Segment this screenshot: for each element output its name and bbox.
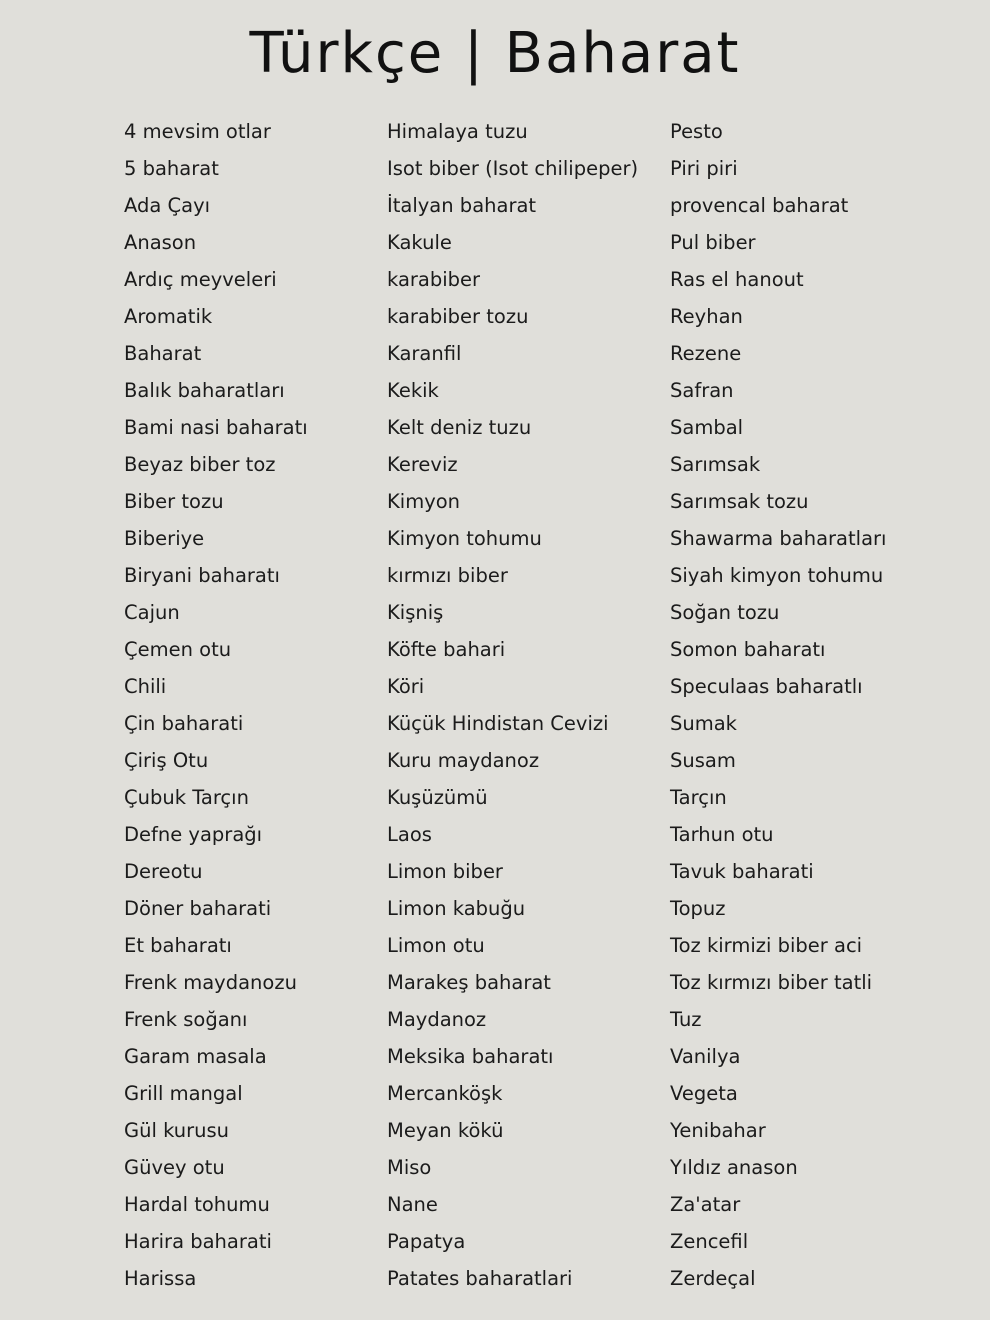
spice-item: Nane [387, 1193, 438, 1216]
spice-item: Kimyon [387, 490, 461, 513]
spice-item: Sarımsak [670, 453, 761, 476]
spice-item: Et baharatı [124, 934, 232, 957]
spice-item: Sarımsak tozu [670, 490, 809, 513]
spice-item: provencal baharat [670, 194, 849, 217]
spice-item: Isot biber (Isot chilipeper) [387, 157, 639, 180]
spice-item: Frenk soğanı [124, 1008, 248, 1031]
spice-list-column-2 [387, 113, 638, 1297]
spice-item: Beyaz biber toz [124, 453, 276, 476]
spice-item: Kişniş [387, 601, 444, 624]
spice-item: Topuz [670, 897, 726, 920]
spice-item: Piri piri [670, 157, 738, 180]
spice-item: Kekik [387, 379, 439, 402]
spice-item: Harira baharati [124, 1230, 272, 1253]
spice-list-column-3 [670, 113, 886, 1297]
spice-item: Mercanköşk [387, 1082, 503, 1105]
spice-item: Tarhun otu [670, 823, 774, 846]
spice-item: Soğan tozu [670, 601, 780, 624]
spice-item: 4 mevsim otlar [124, 120, 271, 143]
spice-item: Pesto [670, 120, 723, 143]
spice-item: karabiber [387, 268, 481, 291]
spice-item: Kuşüzümü [387, 786, 488, 809]
spice-item: Speculaas baharatlı [670, 675, 863, 698]
spice-item: Vanilya [670, 1045, 741, 1068]
spice-item: Meksika baharatı [387, 1045, 554, 1068]
spice-item: Anason [124, 231, 197, 254]
spice-item: Frenk maydanozu [124, 971, 297, 994]
spice-item: Küçük Hindistan Cevizi [387, 712, 609, 735]
spice-list-column-1 [124, 113, 308, 1297]
spice-item: Garam masala [124, 1045, 267, 1068]
spice-item: Sambal [670, 416, 744, 439]
spice-item: Toz kirmizi biber aci [670, 934, 863, 957]
spice-item: Vegeta [670, 1082, 738, 1105]
spice-item: 5 baharat [124, 157, 219, 180]
spice-item: Tuz [670, 1008, 702, 1031]
spice-item: Shawarma baharatları [670, 527, 887, 550]
spice-item: Döner baharati [124, 897, 272, 920]
spice-item: Patates baharatlari [387, 1267, 573, 1290]
spice-item: Ada Çayı [124, 194, 211, 217]
spice-item: Grill mangal [124, 1082, 243, 1105]
spice-item: Safran [670, 379, 734, 402]
spice-item: Meyan kökü [387, 1119, 504, 1142]
spice-item: Çubuk Tarçın [124, 786, 249, 809]
spice-item: Yıldız anason [670, 1156, 798, 1179]
spice-item: Toz kırmızı biber tatli [670, 971, 873, 994]
spice-item: Aromatik [124, 305, 213, 328]
spice-item: Köri [387, 675, 425, 698]
spice-item: Ardıç meyveleri [124, 268, 277, 291]
spice-item: Biryani baharatı [124, 564, 280, 587]
spice-item: İtalyan baharat [387, 194, 537, 217]
spice-item: Biber tozu [124, 490, 224, 513]
spice-item: Rezene [670, 342, 742, 365]
spice-item: Köfte bahari [387, 638, 506, 661]
spice-item: karabiber tozu [387, 305, 529, 328]
spice-item: Yenibahar [670, 1119, 766, 1142]
spice-item: Tarçın [670, 786, 727, 809]
spice-item: Balık baharatları [124, 379, 285, 402]
spice-item: Hardal tohumu [124, 1193, 270, 1216]
spice-item: Çemen otu [124, 638, 232, 661]
spice-item: kırmızı biber [387, 564, 508, 587]
spice-item: Reyhan [670, 305, 743, 328]
spice-item: Dereotu [124, 860, 203, 883]
spice-item: Bami nasi baharatı [124, 416, 308, 439]
spice-item: Çiriş Otu [124, 749, 209, 772]
spice-item: Limon kabuğu [387, 897, 526, 920]
spice-item: Sumak [670, 712, 737, 735]
spice-item: Miso [387, 1156, 432, 1179]
spice-item: Kimyon tohumu [387, 527, 542, 550]
spice-item: Papatya [387, 1230, 466, 1253]
spice-item: Kuru maydanoz [387, 749, 540, 772]
spice-item: Za'atar [670, 1193, 741, 1216]
spice-item: Chili [124, 675, 167, 698]
spice-item: Siyah kimyon tohumu [670, 564, 884, 587]
spice-item: Susam [670, 749, 736, 772]
spice-item: Zencefil [670, 1230, 749, 1253]
spice-item: Kakule [387, 231, 452, 254]
spice-item: Himalaya tuzu [387, 120, 528, 143]
spice-item: Maydanoz [387, 1008, 487, 1031]
spice-item: Cajun [124, 601, 180, 624]
spice-item: Limon otu [387, 934, 485, 957]
spice-item: Pul biber [670, 231, 756, 254]
spice-item: Güvey otu [124, 1156, 225, 1179]
spice-item: Somon baharatı [670, 638, 826, 661]
spice-item: Kereviz [387, 453, 458, 476]
spice-item: Harissa [124, 1267, 197, 1290]
spice-item: Baharat [124, 342, 202, 365]
spice-item: Biberiye [124, 527, 205, 550]
page-title: Türkçe | Baharat [249, 21, 741, 86]
spice-item: Çin baharati [124, 712, 244, 735]
spice-item: Tavuk baharati [670, 860, 814, 883]
spice-item: Limon biber [387, 860, 503, 883]
spice-item: Karanfil [387, 342, 462, 365]
spice-item: Gül kurusu [124, 1119, 230, 1142]
spice-item: Marakeş baharat [387, 971, 551, 994]
spice-item: Ras el hanout [670, 268, 804, 291]
spice-item: Kelt deniz tuzu [387, 416, 532, 439]
spice-item: Zerdeçal [670, 1267, 756, 1290]
spice-item: Defne yaprağı [124, 823, 263, 846]
spice-item: Laos [387, 823, 432, 846]
